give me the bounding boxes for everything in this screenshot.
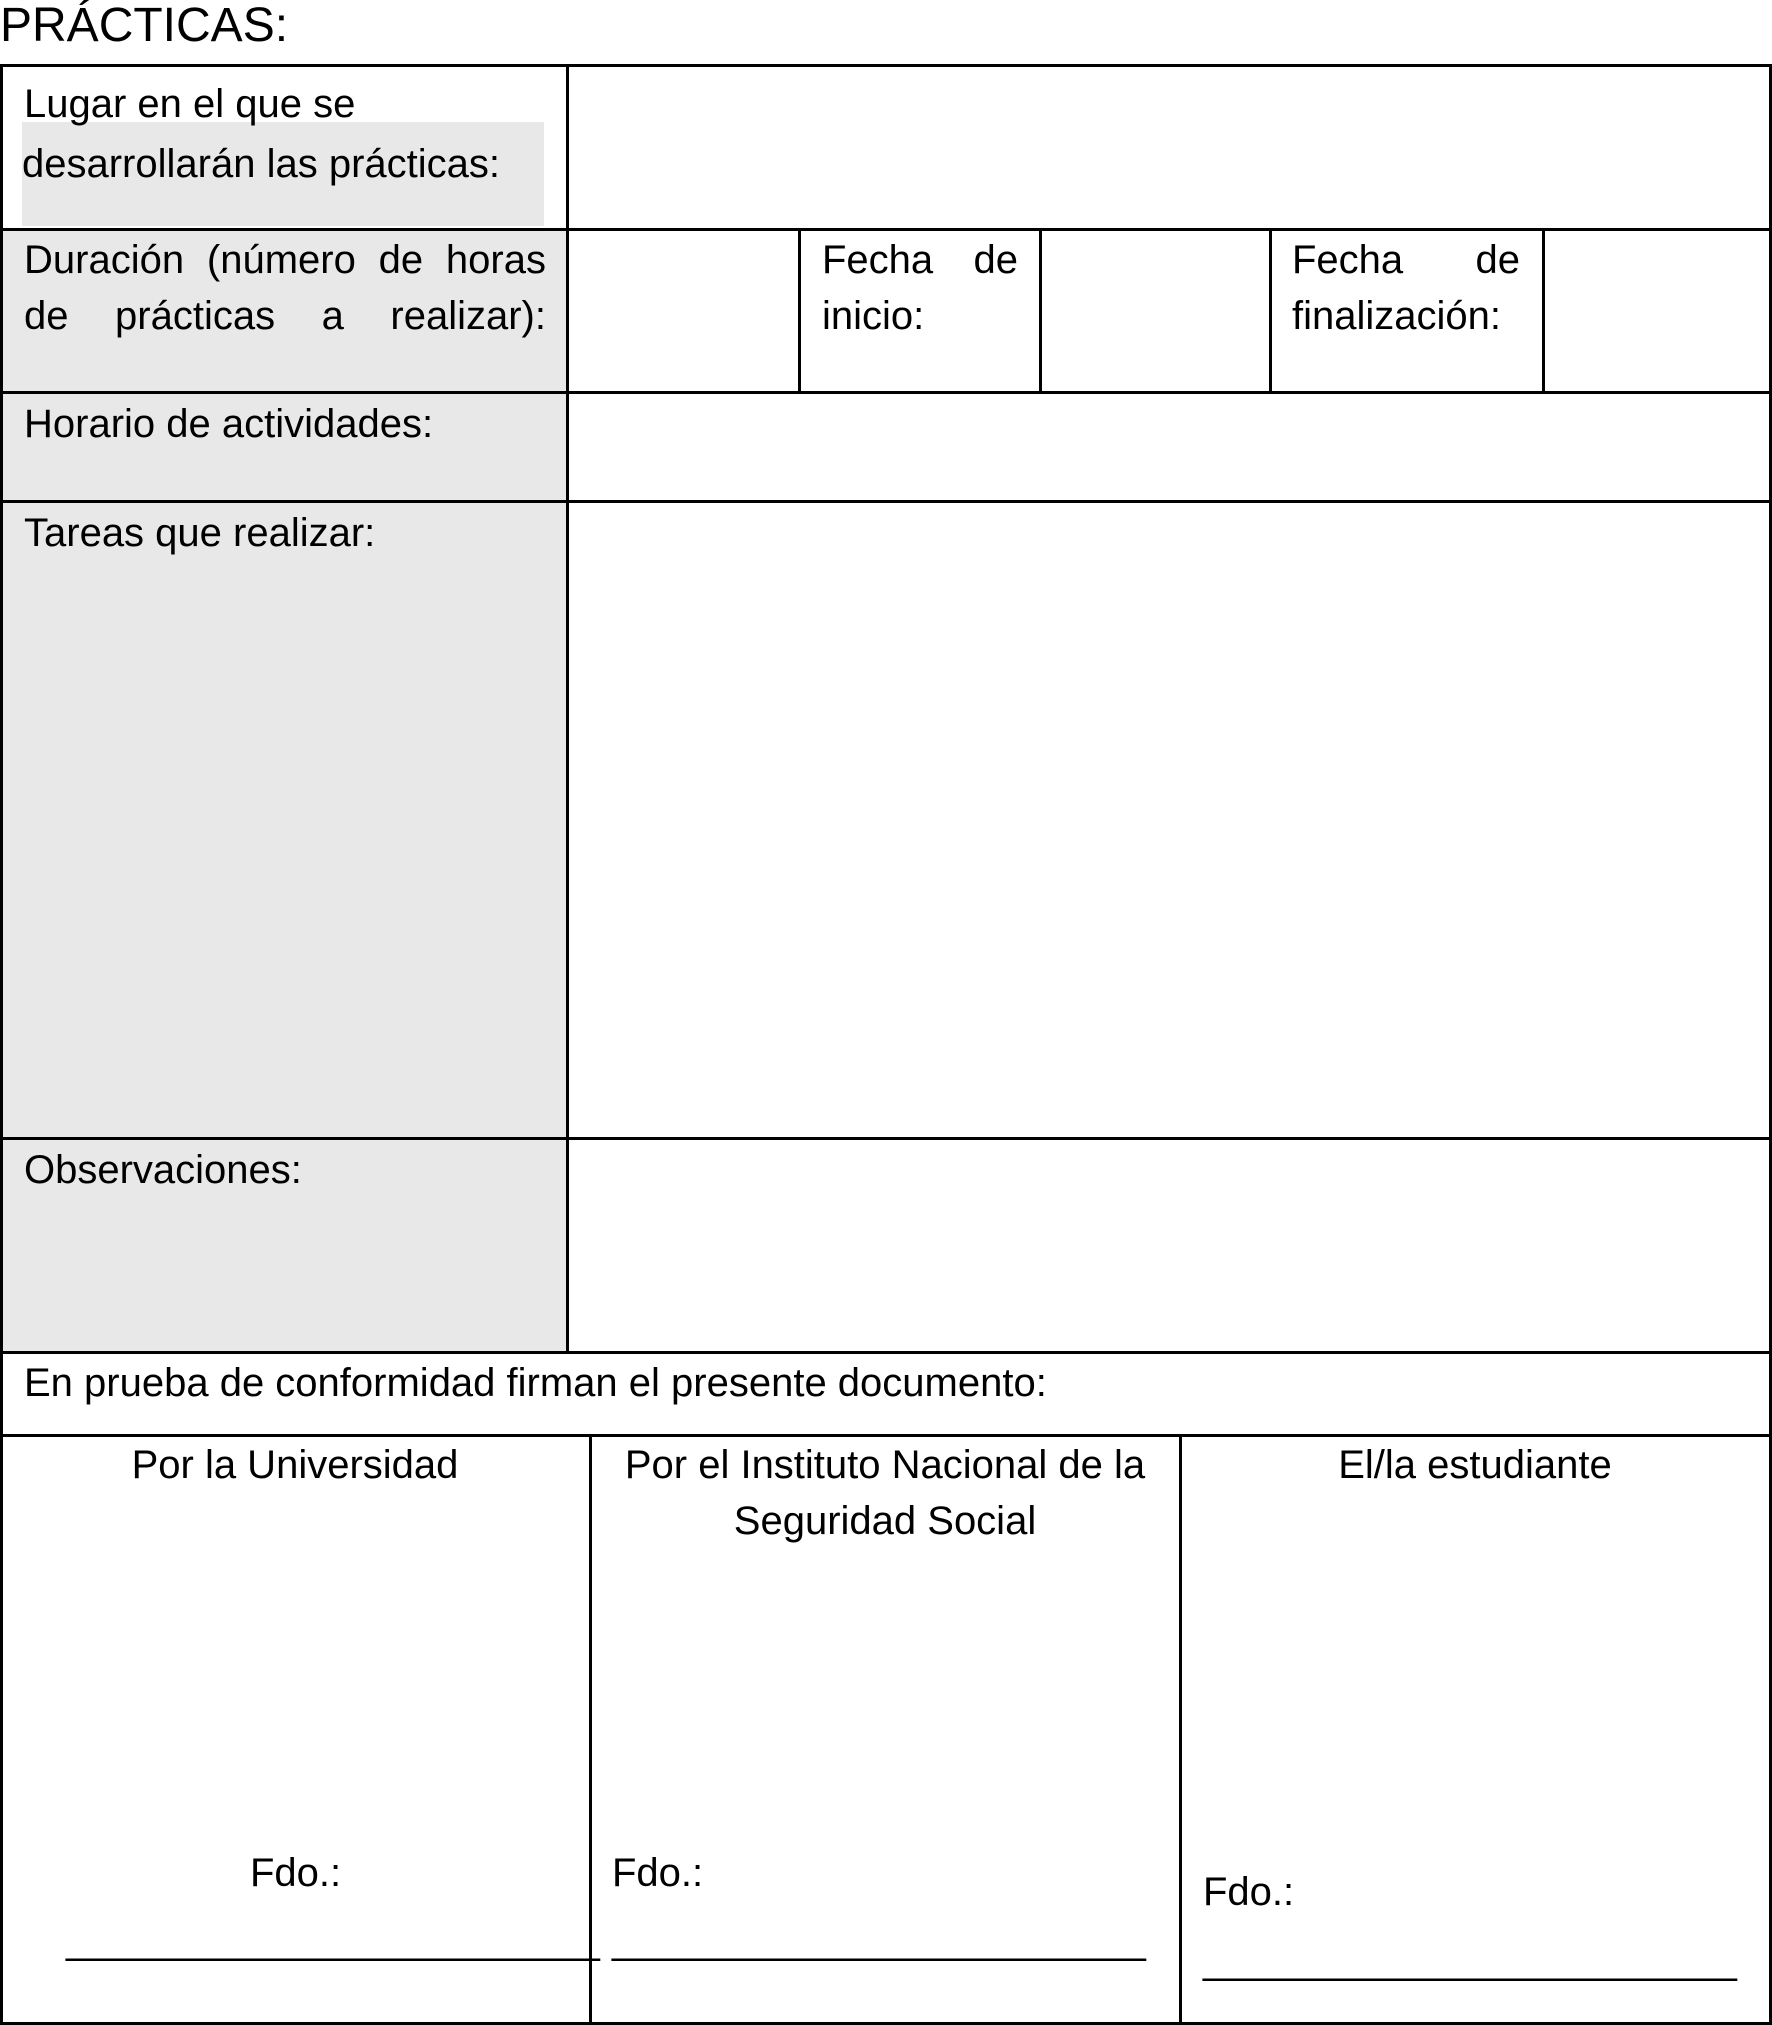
fdo-inss: Fdo.: xyxy=(612,1851,704,1895)
observaciones-label: Observaciones: xyxy=(24,1148,302,1192)
fecha-inicio-label: Fecha de inicio: xyxy=(822,238,1018,338)
page-title: PRÁCTICAS: xyxy=(0,0,289,52)
col-divider xyxy=(1542,228,1545,394)
label-column-divider xyxy=(566,64,569,1354)
tareas-label-shade xyxy=(2,503,566,1137)
signature-header-estudiante: El/la estudiante xyxy=(1338,1443,1612,1487)
signature-line-universidad: ________________________ xyxy=(66,1918,600,1962)
col-divider xyxy=(1269,228,1272,394)
col-divider xyxy=(798,228,801,394)
signature-header-inss: Por el Instituto Nacional de la Seguridad Social xyxy=(624,1443,1146,1543)
fdo-estudiante: Fdo.: xyxy=(1203,1870,1295,1914)
row-divider xyxy=(0,500,1772,503)
row-divider xyxy=(0,1351,1772,1354)
signature-col-divider xyxy=(1179,1434,1182,2025)
lugar-label-line2: desarrollarán las prácticas: xyxy=(22,142,500,186)
border-left xyxy=(0,64,3,2025)
col-divider xyxy=(1039,228,1042,394)
conformidad-text: En prueba de conformidad firman el presente documento: xyxy=(24,1361,1047,1405)
duracion-label: Duración (número de horas de prácticas a realizar): xyxy=(24,238,546,338)
row-divider xyxy=(0,1137,1772,1140)
border-top xyxy=(0,64,1772,67)
signature-header-universidad: Por la Universidad xyxy=(131,1443,459,1487)
lugar-label-line1: Lugar en el que se xyxy=(24,82,356,126)
signature-line-estudiante: ________________________ xyxy=(1203,1938,1737,1982)
horario-label: Horario de actividades: xyxy=(24,402,434,446)
tareas-label: Tareas que realizar: xyxy=(24,511,376,555)
row-divider xyxy=(0,228,1772,231)
signature-line-inss: ________________________ xyxy=(612,1918,1146,1962)
row-divider xyxy=(0,391,1772,394)
fecha-fin-label: Fecha de finalización: xyxy=(1292,238,1520,338)
fdo-universidad: Fdo.: xyxy=(250,1851,342,1895)
